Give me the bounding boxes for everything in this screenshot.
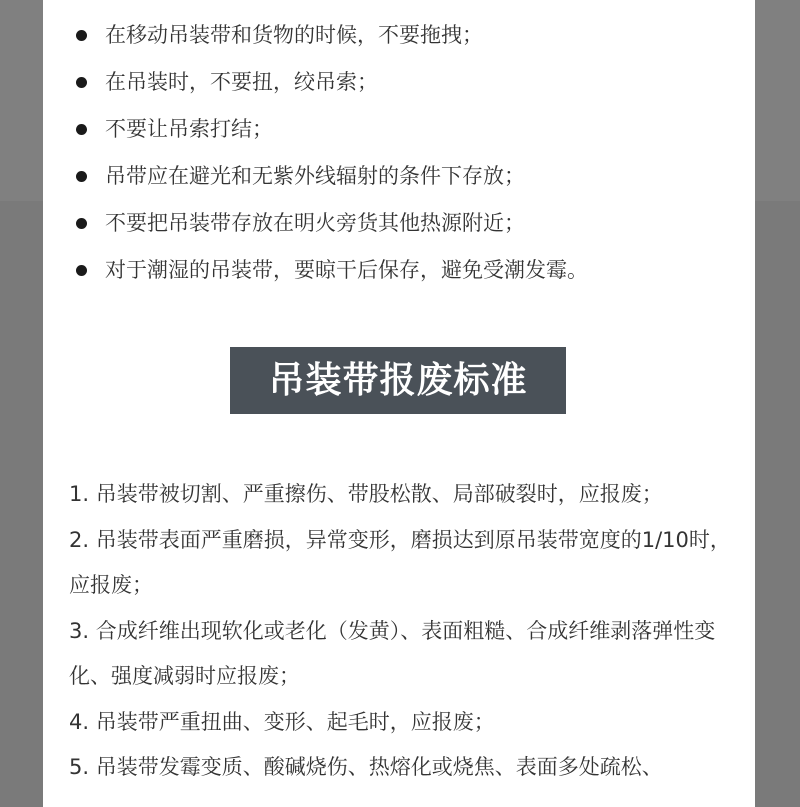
section-heading: 吊装带报废标准: [230, 347, 566, 414]
list-item: 1. 吊装带被切割、严重擦伤、带股松散、局部破裂时，应报废；: [69, 482, 663, 506]
scrap-standards-list: [69, 472, 739, 791]
list-item: 4. 吊装带严重扭曲、变形、起毛时，应报废；: [69, 709, 495, 734]
list-item: [43, 106, 755, 153]
bullet-dot-icon: [76, 171, 87, 182]
list-item: [43, 59, 755, 106]
list-item: [43, 247, 755, 294]
list-item: 2. 吊装带表面严重磨损，异常变形，磨损达到原吊装带宽度的1/10时，应报废；: [69, 527, 731, 597]
list-item-text: 不要把吊装带存放在明火旁货其他热源附近；: [105, 211, 525, 235]
list-item-text: 对于潮湿的吊装带，要晾干后保存，避免受潮发霉。: [105, 258, 588, 282]
document-page: [43, 0, 755, 807]
list-item-text: 吊带应在避光和无紫外线辐射的条件下存放；: [105, 164, 525, 188]
list-item: 3. 合成纤维出现软化或老化（发黄）、表面粗糙、合成纤维剥落弹性变化、强度减弱时应报废；: [69, 618, 716, 688]
list-item-text: 在吊装时，不要扭，绞吊索；: [105, 70, 378, 94]
bullet-dot-icon: [76, 77, 87, 88]
list-item: [43, 12, 755, 59]
bullet-dot-icon: [76, 124, 87, 135]
list-item: [43, 153, 755, 200]
storage-precautions-list: [43, 12, 755, 294]
list-item-text: 在移动吊装带和货物的时候，不要拖拽；: [105, 23, 483, 47]
bullet-dot-icon: [76, 30, 87, 41]
list-item: 5. 吊装带发霉变质、酸碱烧伤、热熔化或烧焦、表面多处疏松、: [69, 755, 663, 779]
list-item: [43, 200, 755, 247]
list-item-text: 不要让吊索打结；: [105, 117, 273, 141]
bullet-dot-icon: [76, 265, 87, 276]
bullet-dot-icon: [76, 218, 87, 229]
